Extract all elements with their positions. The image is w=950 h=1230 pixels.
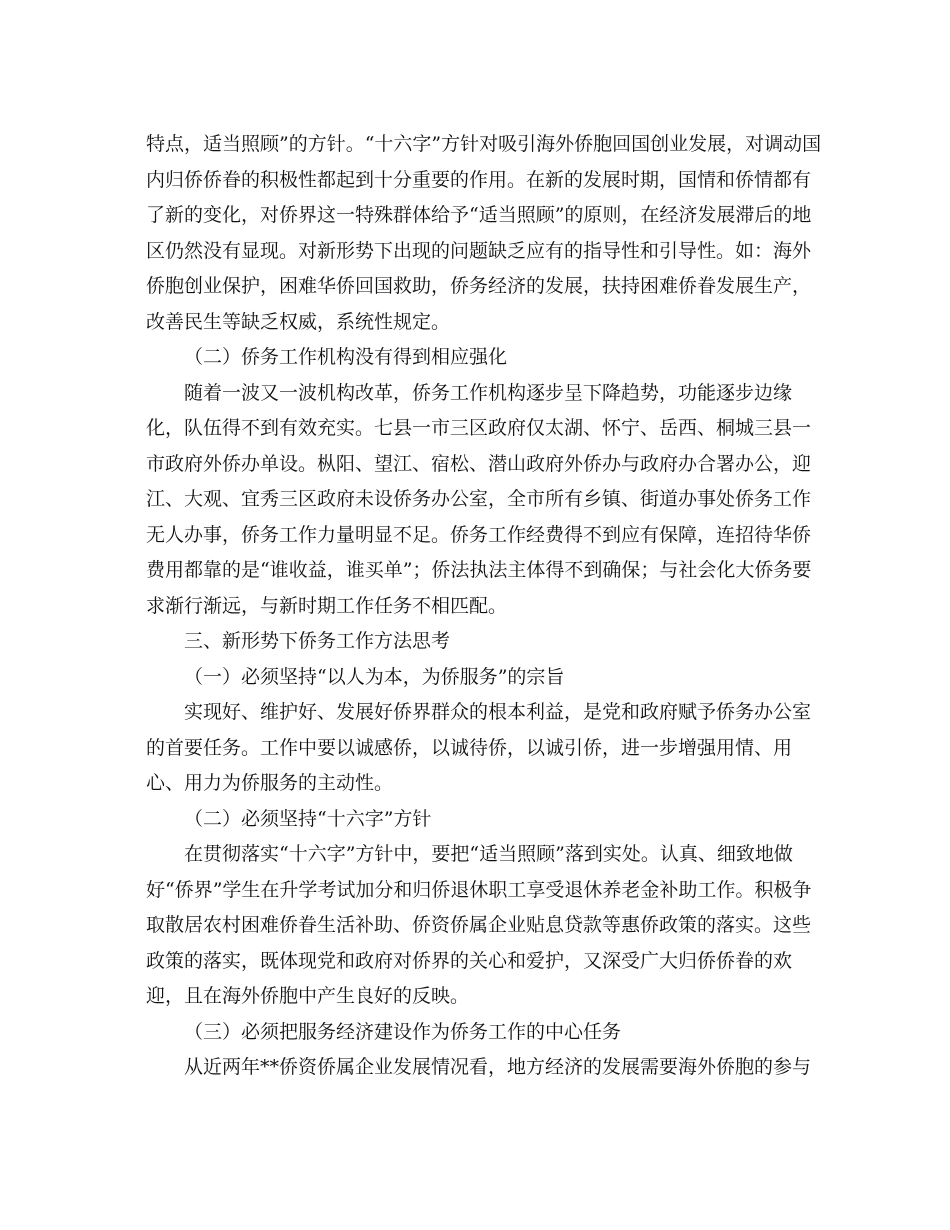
document-body (146, 127, 822, 1086)
text-line: 内归侨侨眷的积极性都起到十分重要的作用。在新的发展时期，国情和侨情都有 (146, 168, 812, 191)
section-heading: （二）必须坚持“十六字”方针 (184, 807, 432, 830)
text-line: 了新的变化，对侨界这一特殊群体给予“适当照顾”的原则，在经济发展滞后的地 (146, 204, 812, 226)
paragraph-start: 从近两年**侨资侨属企业发展情况看，地方经济的发展需要海外侨胞的参与 (184, 1056, 812, 1078)
text-line: 取散居农村困难侨眷生活补助、侨资侨属企业贴息贷款等惠侨政策的落实。这些 (146, 914, 812, 936)
text-line: 改善民生等缺乏权威，系统性规定。 (146, 310, 451, 333)
text-line: 化，队伍得不到有效充实。七县一市三区政府仅太湖、怀宁、岳西、桐城三县一 (146, 417, 812, 439)
text-line: 无人办事，侨务工作力量明显不足。侨务工作经费得不到应有保障，连招待华侨 (146, 523, 812, 546)
text-line: 求渐行渐远，与新时期工作任务不相匹配。 (146, 594, 508, 617)
section-heading: （二）侨务工作机构没有得到相应强化 (184, 346, 508, 368)
chapter-heading: 三、新形势下侨务工作方法思考 (184, 630, 451, 652)
text-line: 费用都靠的是“谁收益，谁买单”；侨法执法主体得不到确保；与社会化大侨务要 (146, 559, 812, 581)
text-line: 侨胞创业保护，困难华侨回国救助，侨务经济的发展，扶持困难侨眷发展生产， (146, 275, 812, 297)
text-line: 市政府外侨办单设。枞阳、望江、宿松、潜山政府外侨办与政府办合署办公，迎 (146, 452, 812, 475)
text-line: 区仍然没有显现。对新形势下出现的问题缺乏应有的指导性和引导性。如：海外 (146, 239, 812, 262)
text-line: 政策的落实，既体现党和政府对侨界的关心和爱护，又深受广大归侨侨眷的欢 (146, 949, 793, 972)
text-line: 心、用力为侨服务的主动性。 (146, 772, 394, 794)
section-heading: （三）必须把服务经济建设作为侨务工作的中心任务 (184, 1020, 622, 1043)
text-line: 江、大观、宜秀三区政府未设侨务办公室，全市所有乡镇、街道办事处侨务工作 (146, 488, 812, 510)
text-line: 迎，且在海外侨胞中产生良好的反映。 (146, 985, 470, 1007)
text-line: 特点，适当照顾”的方针。“十六字”方针对吸引海外侨胞回国创业发展，对调动国 (146, 133, 822, 155)
paragraph-start: 在贯彻落实“十六字”方针中，要把“适当照顾”落到实处。认真、细致地做 (184, 843, 793, 865)
paragraph-start: 随着一波又一波机构改革，侨务工作机构逐步呈下降趋势，功能逐步边缘 (184, 381, 793, 404)
paragraph-start: 实现好、维护好、发展好侨界群众的根本利益，是党和政府赋予侨务办公室 (184, 701, 812, 723)
text-line: 的首要任务。工作中要以诚感侨，以诚待侨，以诚引侨，进一步增强用情、用 (146, 736, 793, 759)
section-heading: （一）必须坚持“以人为本，为侨服务”的宗旨 (184, 665, 565, 688)
text-line: 好“侨界”学生在升学考试加分和归侨退休职工享受退休养老金补助工作。积极争 (146, 878, 812, 901)
